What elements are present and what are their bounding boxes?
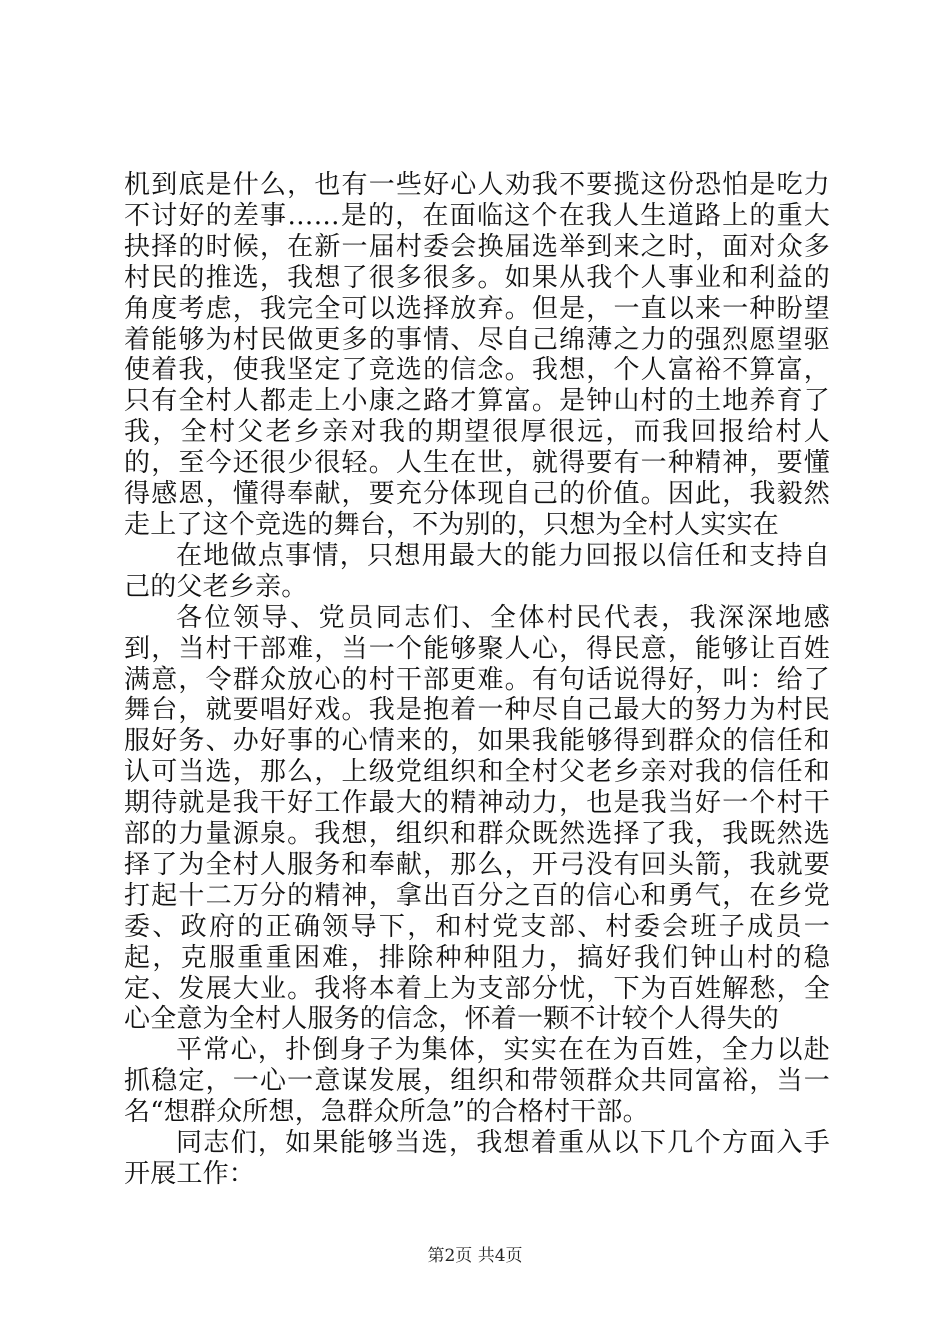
paragraph-4: 平常心，扑倒身子为集体，实实在在为百姓，全力以赴抓稳定，一心一意谋发展，组织和带领群众共同富裕，当一名“想群众所想，急群众所急”的合格村干部。 bbox=[124, 1035, 830, 1128]
page-footer: 第2页 共4页 bbox=[427, 1246, 523, 1266]
paragraph-1: 机到底是什么，也有一些好心人劝我不要揽这份恐怕是吃力不讨好的差事……是的，在面临这个在我人生道路上的重大抉择的时候，在新一届村委会换届选举到来之时，面对众多村民的推选，我想了很多很多。如果从我个人事业和利益的角度考虑，我完全可以选择放弃。但是，一直以来一种盼望着能够为村民做更多的事情、尽自己绵薄之力的强烈愿望驱使着我，使我坚定了竞选的信念。我想，个人富裕不算富，只有全村人都走上小康之路才算富。是钟山村的土地养育了我，全村父老乡亲对我的期望很厚很远，而我回报给村人的，至今还很少很轻。人生在世，就得要有一种精神，要懂得感恩，懂得奉献，要充分体现自己的价值。因此，我毅然走上了这个竞选的舞台，不为别的，只想为全村人实实在 bbox=[124, 170, 830, 540]
paragraph-2: 在地做点事情，只想用最大的能力回报以信任和支持自己的父老乡亲。 bbox=[124, 540, 830, 602]
paragraph-3: 各位领导、党员同志们、全体村民代表，我深深地感到，当村干部难，当一个能够聚人心，得民意，能够让百姓满意，令群众放心的村干部更难。有句话说得好，叫：给了舞台，就要唱好戏。我是抱着一种尽自己最大的努力为村民服好务、办好事的心情来的，如果我能够得到群众的信任和认可当选，那么，上级党组织和全村父老乡亲对我的信任和期待就是我干好工作最大的精神动力，也是我当好一个村干部的力量源泉。我想，组织和群众既然选择了我，我既然选择了为全村人服务和奉献，那么，开弓没有回头箭，我就要打起十二万分的精神，拿出百分之百的信心和勇气，在乡党委、政府的正确领导下，和村党支部、村委会班子成员一起，克服重重困难，排除种种阻力，搞好我们钟山村的稳定、发展大业。我将本着上为支部分忧，下为百姓解愁，全心全意为全村人服务的信念，怀着一颗不计较个人得失的 bbox=[124, 602, 830, 1035]
paragraph-5: 同志们，如果能够当选，我想着重从以下几个方面入手开展工作： bbox=[124, 1128, 830, 1189]
document-body bbox=[124, 170, 830, 1190]
